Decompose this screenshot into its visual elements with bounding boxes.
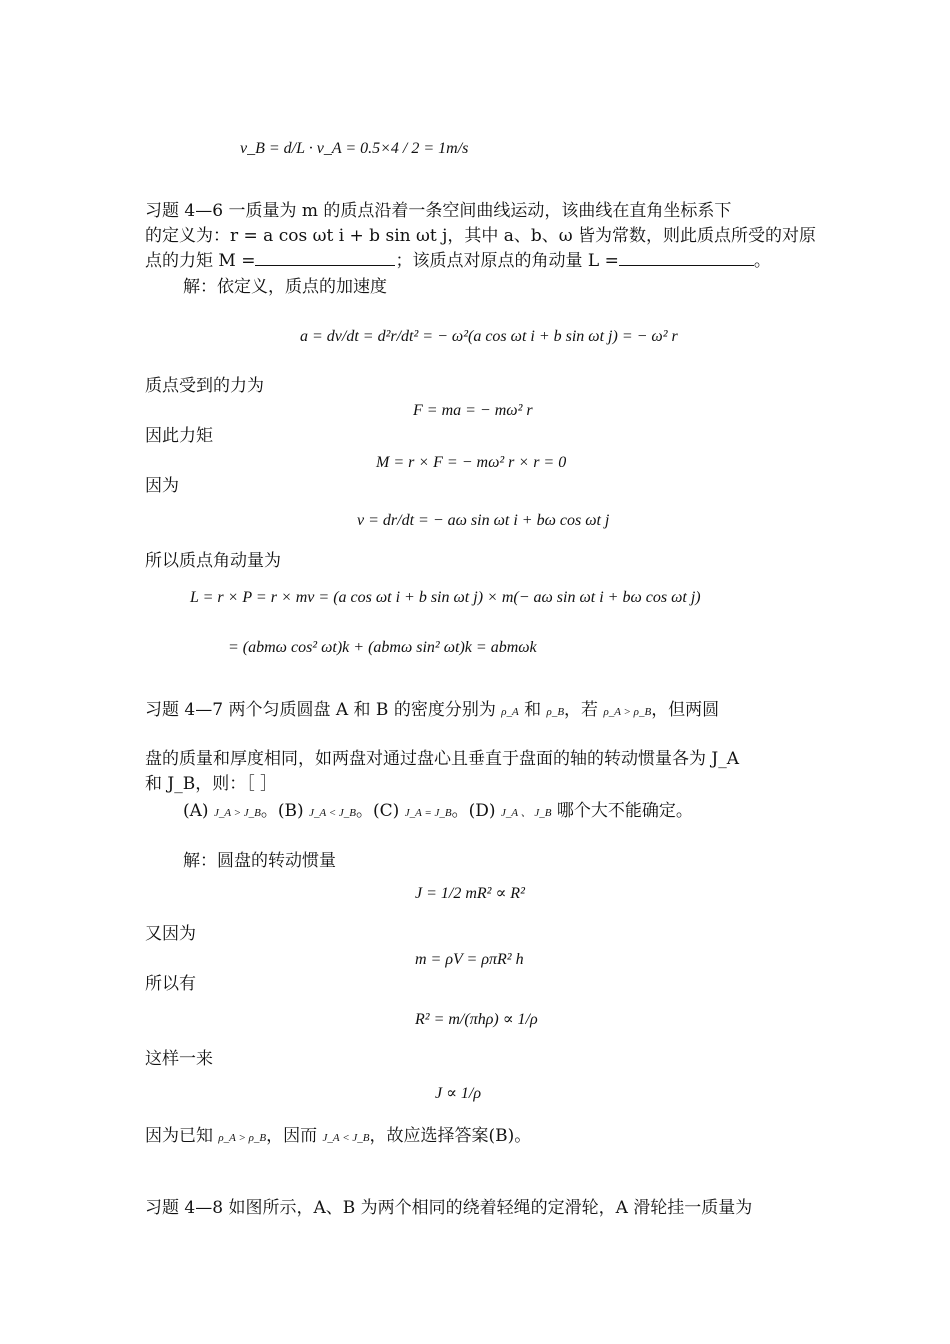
option-a-label: (A) [183, 801, 209, 821]
solution-4-7-intro: 解：圆盘的转动惯量 [183, 851, 336, 871]
option-d-text: 哪个大不能确定。 [556, 801, 693, 821]
answer-options [183, 799, 693, 825]
equation-moment-of-inertia: J = 1/2 mR² ∝ R² [415, 885, 525, 902]
problem-4-6-line-3 [145, 249, 771, 273]
angular-momentum-prompt: ；该质点对原点的角动量 L = [395, 251, 619, 271]
conclusion-line [145, 1124, 531, 1150]
and-word: 和 [524, 700, 542, 720]
problem-4-7-stem: 习题 4—7 两个匀质圆盘 A 和 B 的密度分别为 [145, 700, 496, 720]
also-label: 又因为 [145, 924, 196, 944]
period: 。 [753, 251, 771, 271]
torque-prompt: 点的力矩 M = [145, 251, 256, 271]
so-label: 所以有 [145, 974, 196, 994]
equation-angular-momentum-1: L = r × P = r × mv = (a cos ωt i + b sin ωt j) × m(− aω sin ωt i + bω cos ωt j) [190, 589, 701, 606]
given-condition: ρ_A > ρ_B [218, 1132, 267, 1144]
problem-4-6-line-1: 习题 4—6 一质量为 m 的质点沿着一条空间曲线运动，该曲线在直角坐标系下 [145, 201, 732, 221]
density-condition: ρ_A > ρ_B [603, 706, 652, 718]
equation-vb: v_B = d/L · v_A = 0.5×4 / 2 = 1m/s [240, 140, 469, 157]
equation-force: F = ma = − mω² r [413, 402, 533, 419]
option-d-label: 。(D) [451, 801, 496, 821]
angular-momentum-label: 所以质点角动量为 [145, 551, 281, 571]
solution-4-6-intro: 解：依定义，质点的加速度 [183, 277, 387, 297]
problem-4-6-line-2: 的定义为：r = a cos ωt i + b sin ωt j，其中 a、b、ω 皆为常数，则此质点所受的对原 [145, 226, 817, 246]
option-b-expr: J_A < J_B [309, 807, 356, 819]
option-c-expr: J_A = J_B [404, 807, 452, 819]
torque-blank [255, 249, 395, 266]
option-c-label: 。(C) [356, 801, 400, 821]
equation-j-proportional: J ∝ 1/ρ [435, 1085, 482, 1102]
because-label: 因为 [145, 476, 179, 496]
thus-label: 这样一来 [145, 1049, 213, 1069]
force-label: 质点受到的力为 [145, 376, 264, 396]
problem-4-7-line-2: 盘的质量和厚度相同，如两盘对通过盘心且垂直于盘面的轴的转动惯量各为 J_A [145, 749, 739, 769]
equation-torque: M = r × F = − mω² r × r = 0 [376, 454, 567, 471]
equation-radius: R² = m/(πhρ) ∝ 1/ρ [415, 1011, 538, 1028]
problem-4-7-line-3: 和 J_B，则：［ ］ [145, 774, 278, 794]
equation-mass: m = ρV = ρπR² h [415, 951, 524, 968]
equation-acceleration: a = dv/dt = d²r/dt² = − ω²(a cos ωt i + b sin ωt j) = − ω² r [300, 328, 678, 345]
angular-momentum-blank [619, 249, 754, 266]
equation-angular-momentum-2: = (abmω cos² ωt)k + (abmω sin² ωt)k = abmωk [228, 639, 537, 656]
rho-b: ρ_B [546, 706, 565, 718]
torque-label: 因此力矩 [145, 426, 213, 446]
option-d-expr: J_A 、 J_B [500, 807, 552, 819]
equation-velocity: v = dr/dt = − aω sin ωt i + bω cos ωt j [357, 512, 610, 529]
option-a-expr: J_A > J_B [213, 807, 261, 819]
if-word: ，若 [564, 700, 599, 720]
hence-word: ，因而 [266, 1126, 318, 1146]
problem-4-7-stem-end: ，但两圆 [651, 700, 720, 720]
option-b-label: 。(B) [260, 801, 304, 821]
rho-a: ρ_A [501, 706, 519, 718]
hence-condition: J_A < J_B [322, 1132, 370, 1144]
answer-text: ，故应选择答案(B)。 [369, 1126, 532, 1146]
problem-4-8-line-1: 习题 4—8 如图所示，A、B 为两个相同的绕着轻绳的定滑轮，A 滑轮挂一质量为 [145, 1198, 753, 1218]
given-word: 因为已知 [145, 1126, 213, 1146]
problem-4-7-line-1 [145, 698, 719, 724]
